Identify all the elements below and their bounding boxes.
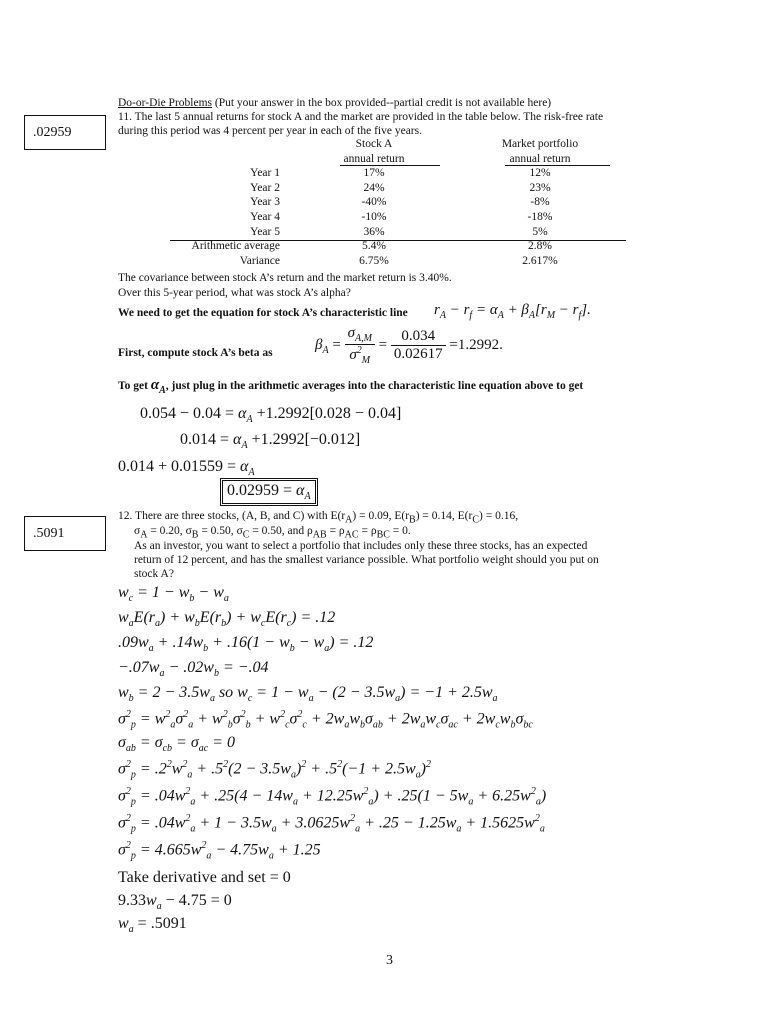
alpha-eq-1: $0.054 - 0.04 = \alpha_A +1.2992[0.028 - 0.04]$	[140, 405, 402, 426]
col-market-h1: Market portfolio	[501, 138, 579, 150]
table-header-rule-b	[505, 165, 610, 166]
eq-10: $\sigma^2_p = .04w^2_a + 1 - 3.5w_a + 3.0625w^2_a + .25 - 1.25w_a + 1.5625w^2_a$	[118, 813, 545, 835]
q12-line5: stock A?	[134, 568, 174, 580]
col-stock-a-h2: annual return	[343, 152, 405, 165]
beta-eq: $\beta_A$ = $\frac{\sigma_{A,M}}{\sigma^2_M}$ = $\frac{0.034}{0.02617}$ =1.2992.	[315, 325, 503, 366]
alpha-result-box: $0.02959 = \alpha_A$	[222, 480, 316, 504]
step1-text: We need to get the equation for stock A’s characteristic line	[118, 307, 408, 319]
eq-7: $\sigma_{ab} = \sigma_{cb} = \sigma_{ac} = 0$	[118, 734, 235, 755]
step3-text: To get $\alpha_A$, just plug in the arithmetic averages into the characteristic line equation above to get	[118, 377, 584, 396]
q11-question: Over this 5-year period, what was stock A’s alpha?	[118, 287, 351, 299]
answer-value-q11: .02959	[33, 124, 72, 140]
eq-1: $w_c = 1 - w_b - w_a$	[118, 584, 229, 605]
alpha-eq-2: $0.014 = \alpha_A +1.2992[-0.012]$	[180, 431, 361, 452]
table-row-variance: Variance 6.75% 2.617%	[239, 254, 558, 267]
q11-line1: 11. The last 5 annual returns for stock A and the market are provided in the table below. The risk-free rate	[118, 111, 604, 123]
eq-11: $\sigma^2_p = 4.665w^2_a - 4.75w_a + 1.25$	[118, 840, 321, 862]
alpha-eq-3: $0.014 + 0.01559 = \alpha_A$	[118, 458, 255, 479]
eq-2: $w_aE(r_a) + w_bE(r_b) + w_cE(r_c) = .12$	[118, 609, 336, 630]
q12-line3: As an investor, you want to select a portfolio that includes only these three stocks, has an expected	[134, 540, 588, 552]
covariance-note: The covariance between stock A’s return and the market return is 3.40%.	[118, 272, 452, 284]
table-summary-rule	[170, 240, 626, 241]
eq-13: $w_a = .5091$	[118, 915, 187, 936]
eq-3: $.09w_a + .14w_b + .16(1 - w_b - w_a) = .12$	[118, 634, 374, 655]
table-row: Year 1 17% 12%	[250, 167, 551, 180]
q12-line2: $\sigma_A = 0.20$, $\sigma_B = 0.50$, $\sigma_C = 0.50$, and $\rho_{AB} = \rho_{AC} = \rho_{BC} = 0$.	[134, 525, 411, 541]
table-row: Year 4 -10% -18%	[250, 210, 553, 223]
page-number: 3	[386, 953, 393, 968]
characteristic-line-eq: $r_A - r_f = \alpha_A + \beta_A[r_M - r_f]$.	[434, 302, 591, 321]
returns-table	[168, 137, 620, 268]
table-row-average: Arithmetic average 5.4% 2.8%	[191, 240, 552, 253]
eq-9: $\sigma^2_p = .04w^2_a + .25(4 - 14w_a + 12.25w^2_a) + .25(1 - 5w_a + 6.25w^2_a)$	[118, 786, 547, 808]
table-row: Year 5 36% 5%	[250, 225, 548, 238]
eq-4: $-.07w_a - .02w_b = -.04$	[118, 659, 269, 680]
answer-box-q12	[24, 516, 106, 551]
col-stock-a-h1: Stock A	[355, 138, 393, 150]
derivative-note: Take derivative and set = 0	[118, 869, 291, 886]
q12-line1: 12. There are three stocks, (A, B, and C) with $E(r_A) = 0.09$, $E(r_B) = 0.14$, $E(r_C) = 0.16$,	[118, 510, 519, 526]
q12-line4: return of 12 percent, and has the smallest variance possible. What portfolio weight should you put on	[134, 554, 599, 566]
table-row: Year 3 -40% -8%	[250, 196, 550, 209]
table-row: Year 2 24% 23%	[250, 181, 551, 194]
eq-6: $\sigma^2_p = w^2_a\sigma^2_a + w^2_b\sigma^2_b + w^2_c\sigma^2_c + 2w_aw_b\sigma_{ab} + 2w_aw_c\sigma_{ac} + 2w_cw_b\sigma_{bc}$	[118, 709, 533, 731]
answer-value-q12: .5091	[33, 525, 65, 541]
table-header-rule-a	[340, 165, 440, 166]
step2-text: First, compute stock A’s beta as	[118, 347, 273, 359]
col-market-h2: annual return	[509, 152, 571, 165]
answer-box-q11	[24, 115, 106, 150]
section-heading: Do-or-Die Problems (Put your answer in the box provided--partial credit is not available here)	[118, 97, 552, 109]
eq-8: $\sigma^2_p = .2^2w^2_a + .5^2(2 - 3.5w_a)^2 + .5^2(-1 + 2.5w_a)^2$	[118, 759, 431, 781]
eq-5: $w_b = 2 - 3.5w_a$ so $w_c = 1 - w_a - (2 - 3.5w_a) = -1 + 2.5w_a$	[118, 684, 498, 705]
q11-line2: during this period was 4 percent per year in each of the five years.	[118, 125, 422, 137]
eq-12: $9.33w_a - 4.75 = 0$	[118, 892, 232, 913]
